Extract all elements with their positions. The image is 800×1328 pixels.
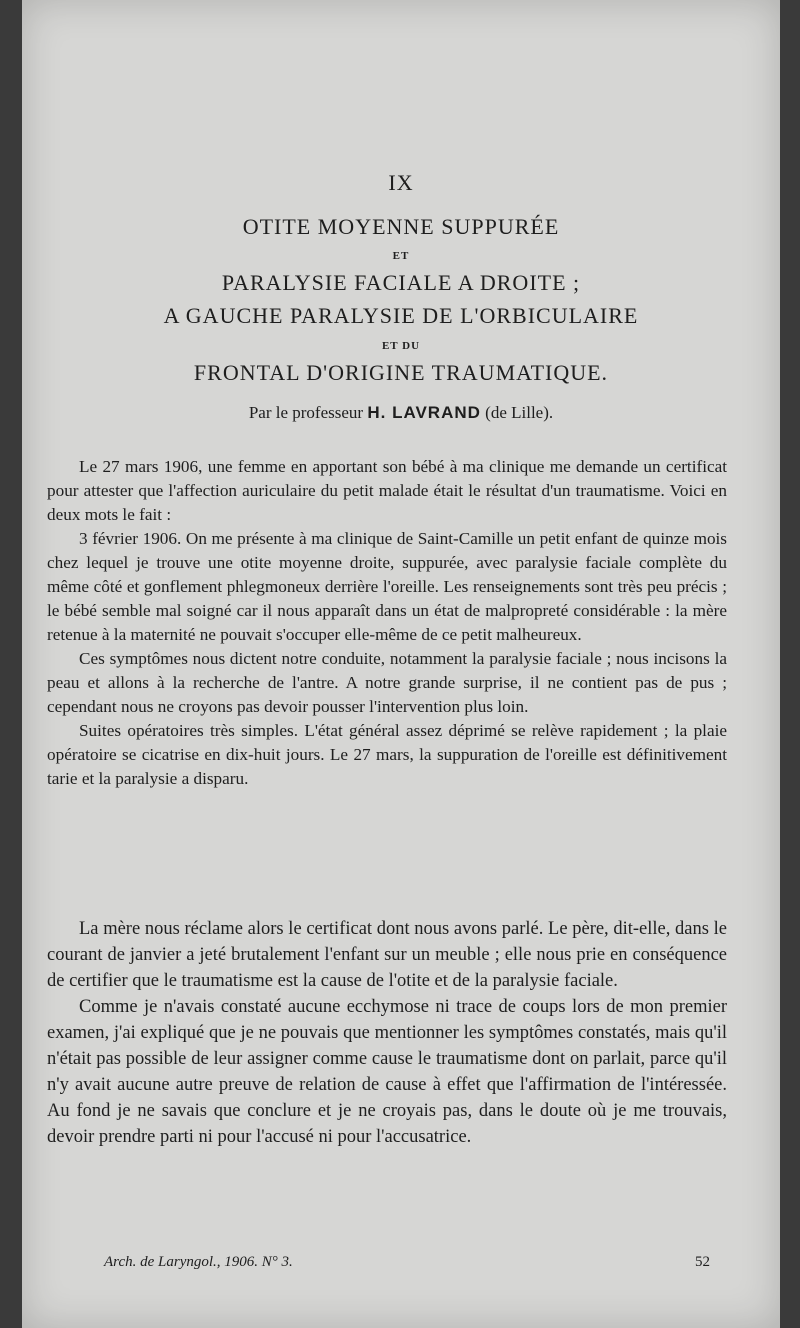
paragraph: Ces symptômes nous dictent notre conduite, notamment la paralysie faciale ; nous incisons la peau et allons à la recherche de l'antre. A notre grande surprise, il ne contient pas de pus ; cependant nous ne croyons pas devoir pousser l'intervention plus loin. (47, 649, 727, 716)
chapter-number: IX (388, 170, 414, 195)
byline-affiliation: (de Lille). (485, 403, 554, 422)
document-page (22, 0, 780, 1328)
title-line-4: FRONTAL D'ORIGINE TRAUMATIQUE. (193, 360, 609, 385)
paragraph: 3 février 1906. On me présente à ma clinique de Saint-Camille un petit enfant de quinze mois chez lequel je trouve une otite moyenne droite, suppurée, avec paralysie faciale complète du même côté et gonflement phlegmoneux derrière l'oreille. Les renseignements sont très peu précis ; le bébé semble mal soigné car il nous apparaît dans un état de malpropreté considérable : la mère retenue à la maternité ne pouvait s'occuper elle-même de ce petit malheureux. (47, 529, 727, 644)
page-footer (104, 1254, 710, 1271)
title-line-3: A GAUCHE PARALYSIE DE L'ORBICULAIRE (163, 303, 639, 328)
paragraph: Comme je n'avais constaté aucune ecchymose ni trace de coups lors de mon premier examen, j'ai expliqué que je ne pouvais que mentionner les symptômes constatés, mais qu'il n'était pas possible de leur assigner comme cause le traumatisme dont on parlait, parce qu'il n'y avait aucune autre preuve de relation de cause à effet que l'affirmation de l'intéressée. Au fond je ne savais que conclure et je ne croyais pas, dans le doute où je me trouvais, devoir prendre parti ni pour l'accusé ni pour l'accusatrice. (47, 997, 727, 1147)
paragraph: Suites opératoires très simples. L'état général assez déprimé se relève rapidement ; la plaie opératoire se cicatrise en dix-huit jours. Le 27 mars, la suppuration de l'oreille est définitivement tarie et la paralysie a disparu. (47, 721, 727, 788)
title-conjunction-2: ET DU (381, 340, 421, 352)
byline (22, 403, 780, 423)
author-name: H. LAVRAND (367, 403, 481, 422)
paragraph: Le 27 mars 1906, une femme en apportant son bébé à ma clinique me demande un certificat pour attester que l'affection auriculaire du petit malade était le résultat d'un traumatisme. Voici en deux mots le fait : (47, 457, 727, 524)
journal-citation: Arch. de Laryngol., 1906. N° 3. (104, 1254, 293, 1270)
paragraph: La mère nous réclame alors le certificat dont nous avons parlé. Le père, dit-elle, dans le courant de janvier a jeté brutalement l'enfant sur un meuble ; elle nous prie en conséquence de certifier que le traumatisme est la cause de l'otite et de la paralysie faciale. (47, 919, 727, 991)
text-section-2 (47, 916, 727, 1150)
title-line-2: PARALYSIE FACIALE A DROITE ; (221, 270, 581, 295)
page-number: 52 (695, 1254, 710, 1270)
title-line-1: OTITE MOYENNE SUPPURÉE (242, 214, 560, 239)
byline-prefix: Par le professeur (248, 403, 364, 422)
text-section-1 (47, 455, 727, 791)
title-conjunction-1: ET (392, 250, 410, 262)
